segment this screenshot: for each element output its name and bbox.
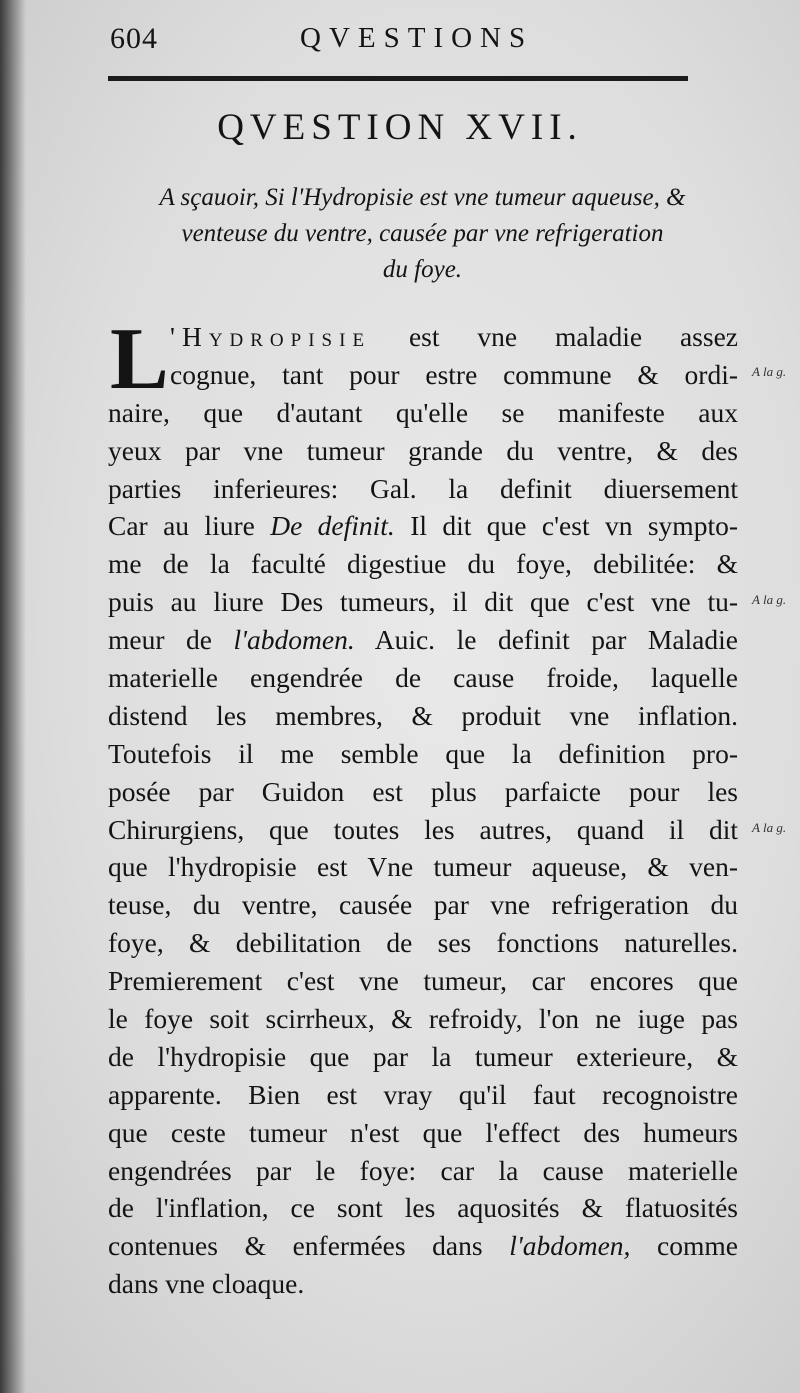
text-line: Premierement c'est vne tumeur, car encores que	[108, 965, 738, 997]
text-line: naire, que d'autant qu'elle se manifeste aux	[108, 396, 738, 428]
text-line: apparente. Bien est vray qu'il faut recognoistre	[108, 1078, 738, 1110]
page-header	[110, 18, 700, 68]
margin-note: A la g.	[752, 592, 787, 607]
text-line: Car au liure De definit. Il dit que c'est vn sympto-	[108, 510, 738, 542]
text-line: que l'hydropisie est Vne tumeur aqueuse, & ven-	[108, 851, 738, 883]
margin-note: A la g.	[752, 364, 787, 379]
question-heading: QVESTION XVII.	[217, 107, 583, 148]
text-line: que ceste tumeur n'est que l'effect des humeurs	[108, 1116, 738, 1148]
subtitle-line: du foye.	[382, 256, 463, 283]
text-line: 'Hydropisie est vne maladie assez	[170, 321, 738, 352]
text-line: meur de l'abdomen. Auic. le definit par Maladie	[108, 624, 738, 656]
body-text	[108, 311, 738, 1303]
text-line: cognue, tant pour estre commune & ordi-	[170, 358, 738, 390]
subtitle-line: A sçauoir, Si l'Hydropisie est vne tumeur aqueuse, &	[159, 184, 686, 211]
text-line: teuse, du ventre, causée par vne refrigeration du	[108, 889, 738, 921]
running-title: QVESTIONS	[300, 22, 534, 54]
subtitle-line: venteuse du ventre, causée par vne refrigeration	[181, 220, 664, 247]
text-line: foye, & debilitation de ses fonctions naturelles.	[108, 927, 738, 959]
text-line: yeux par vne tumeur grande du ventre, & des	[108, 434, 738, 466]
text-line: materielle engendrée de cause froide, laquelle	[108, 662, 738, 694]
drop-cap: L	[110, 311, 169, 408]
text-line: posée par Guidon est plus parfaicte pour les	[108, 775, 738, 807]
text-line: distend les membres, & produit vne inflation.	[108, 699, 738, 731]
text-line: le foye soit scirrheux, & refroidy, l'on ne iuge pas	[108, 1003, 738, 1035]
text-line: Toutefois il me semble que la definition pro-	[108, 737, 738, 769]
text-line: Chirurgiens, que toutes les autres, quand il dit	[108, 813, 738, 845]
text-line: puis au liure Des tumeurs, il dit que c'est vne tu-	[108, 586, 738, 618]
text-line: contenues & enfermées dans l'abdomen, comme	[108, 1230, 738, 1262]
question-subtitle	[110, 180, 735, 288]
binding-shadow	[0, 0, 26, 1393]
page-number: 604	[110, 22, 158, 55]
margin-note: A la g.	[752, 820, 787, 835]
header-rule	[108, 76, 688, 81]
text-line: dans vne cloaque.	[108, 1268, 305, 1300]
text-line: engendrées par le foye: car la cause materielle	[108, 1154, 738, 1186]
text-line: parties inferieures: Gal. la definit diuersement	[108, 472, 738, 504]
text-line: me de la faculté digestiue du foye, debilitée: &	[108, 548, 738, 580]
text-line: de l'inflation, ce sont les aquosités & flatuosités	[108, 1192, 738, 1224]
text-line: de l'hydropisie que par la tumeur exterieure, &	[108, 1040, 738, 1072]
